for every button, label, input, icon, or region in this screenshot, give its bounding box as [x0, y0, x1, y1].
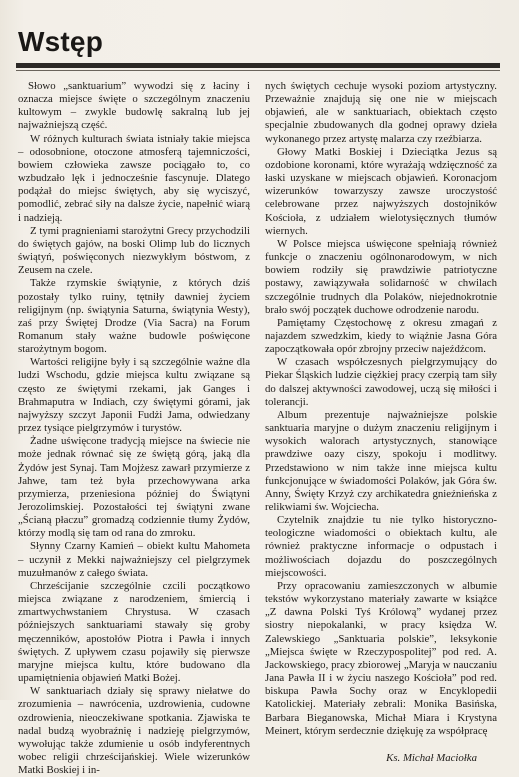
author-signature: Ks. Michał Maciołka [386, 751, 477, 764]
heading-rule [16, 63, 500, 68]
heading-rule-thin [16, 70, 500, 71]
paragraph: Także rzymskie świątynie, z których dziś pozostały tylko ruiny, tętniły dawniej życiem religijnym (np. świątynia Saturna, świątynia Westy), zaś przy Świętej Drodze (Via Sacra) na Forum Romanum stały ważne budowle poświęcone starożytnym bogom. [18, 277, 250, 356]
paragraph: Słynny Czarny Kamień – obiekt kultu Mahometa – uczynił z Mekki najważniejszy cel pielgrzymek muzułmanów z całego świata. [18, 540, 250, 579]
paragraph: Z tymi pragnieniami starożytni Grecy przychodzili do świętych gajów, na boski Olimp lub do licznych świątyń, poświęconych niezwykłym bóstwom, z Zeusem na czele. [18, 224, 250, 277]
paragraph: nych świętych cechuje wysoki poziom artystyczny. Przeważnie znajdują się one nie w miejscach objawień, ale w sanktuariach, obiektach często specjalnie zbudowanych dla godnej oprawy dzieła wykonanego przez artystę malarza czy rzeźbiarza. [265, 80, 497, 145]
paragraph: W Polsce miejsca uświęcone spełniają również funkcje o znaczeniu ogólnonarodowym, w nich bowiem rodziły się prawdziwie patriotyczne postawy, zawiązywała solidarność w chwilach szczególnie trudnych dla Polaków, niejednokrotnie brało swój początek duchowe odrodzenie narodu. [265, 237, 497, 316]
paragraph: Pamiętamy Częstochowę z okresu zmagań z najazdem szwedzkim, kiedy to wiążnie Jasna Góra zapoczątkowała opór zbrojny przeciw najeźdźcom. [265, 316, 497, 356]
page-title: Wstęp [18, 26, 103, 57]
paragraph: Album prezentuje najważniejsze polskie sanktuaria maryjne o dużym znaczeniu religijnym i wysokich walorach artystycznych, stanowiące prawdziwe oazy ciszy, spokoju i modlitwy. Przedstawiono w nim także inne miejsca kultu funkcjonujące w świadomości Polaków, jak Góra św. Anny, Święty Krzyż czy archikatedra gnieźnieńska z relikwiami św. Wojciecha. [265, 408, 497, 513]
paragraph: Wartości religijne były i są szczególnie ważne dla ludzi Wschodu, gdzie miejsca kultu związane są często ze świętymi rzekami, jak Ganges i Brahmaputra w Indiach, czy świętymi górami, jak najwyższy szczyt Japonii Fudżi Jama, odwiedzany przez tysiące pielgrzymów i turystów. [18, 356, 250, 435]
paragraph: W sanktuariach działy się sprawy niełatwe do zrozumienia – nawrócenia, uzdrowienia, cudowne ozdrowienia, nieoczekiwane spotkania. Zjawiska te nadal budzą wyobraźnię i nadzieję pielgrzymów, wywołując także zdumienie u osób indyferentnych wobec religii chrześcijańskiej. Wiele wizerunków Matki Boskiej i in- [18, 685, 250, 777]
paragraph: W czasach współczesnych pielgrzymujący do Piekar Śląskich ludzie ciężkiej pracy czerpią tam siły do dalszej aktywności zawodowej, uczą się miłości i tolerancji. [265, 356, 497, 408]
left-column [18, 80, 250, 777]
paragraph: Chrześcijanie szczególnie czcili początkowo miejsca związane z narodzeniem, śmiercią i zmartwychwstaniem Chrystusa. W czasach późniejszych sanktuariami stawały się groby męczenników, apostołów Piotra i Pawła i innych świętych. Z upływem czasu pojawiły się pierwsze maryjne miejsca kultu, które budowano dla upamiętnienia objawień Matki Bożej. [18, 579, 250, 685]
right-column [265, 80, 497, 765]
paragraph: Żadne uświęcone tradycją miejsce na świecie nie może jednak równać się ze świętą górą, jaką dla Żydów jest Synaj. Tam Mojżesz zawarł przymierze z Jahwe, tam też była przechowywana arka przymierza, przeniesiona później do Świątyni Jerozolimskiej. Pozostałości tej świątyni zwane „Ścianą płaczu” gromadzą codziennie tłumy Żydów, którzy modlą się tam od rana do zmroku. [18, 435, 250, 540]
paragraph: W różnych kulturach świata istniały takie miejsca – odosobnione, otoczone atmosferą tajemniczości, bowiem człowieka zawsze pociągało to, co wzbudzało lęk i jednocześnie fascynuje. Dlatego podążał do miejsc świętych, aby się wyciszyć, pomodlić, zebrać siły na dalsze życie, napełnić wiarą i nadzieją. [18, 132, 250, 224]
paragraph: Przy opracowaniu zamieszczonych w albumie tekstów wykorzystano materiały zawarte w książce „Z dawna Polski Tyś Królową” wydanej przez siostry niepokalanki, w pracy księdza W. Zalewskiego „Sanktuaria polskie”, leksykonie „Miejsca święte w Rzeczypospolitej” pod red. A. Jackowskiego, pracy zbiorowej „Maryja w nauczaniu Jana Pawła II i w życiu naszego Kościoła” pod red. biskupa Pawła Sochy oraz w Encyklopedii Katolickiej. Materiały zebrali: Monika Basińska, Barbara Bieganowska, Michał Miara i Krystyna Meinert, którym serdecznie dziękuję za współpracę [265, 579, 497, 737]
paragraph: Głowy Matki Boskiej i Dzieciątka Jezus są ozdobione koronami, które wyrażają wdzięczność za łaski uzyskane w miejscach objawień. Koronacjom wizerunków towarzyszy zawsze uroczystość celebrowane przez najwyższych dostojników Kościoła, z udziałem wielotysięcznych tłumów wiernych. [265, 145, 497, 237]
paragraph: Czytelnik znajdzie tu nie tylko historyczno-teologiczne wiadomości o obiektach kultu, ale również praktyczne informacje o odpustach i możliwościach dojazdu do poszczególnych miejscowości. [265, 514, 497, 579]
paragraph: Słowo „sanktuarium” wywodzi się z łaciny i oznacza miejsce święte o szczególnym znaczeniu kultowym – zwykle budowlę sakralną lub jej najważniejszą część. [18, 80, 250, 132]
